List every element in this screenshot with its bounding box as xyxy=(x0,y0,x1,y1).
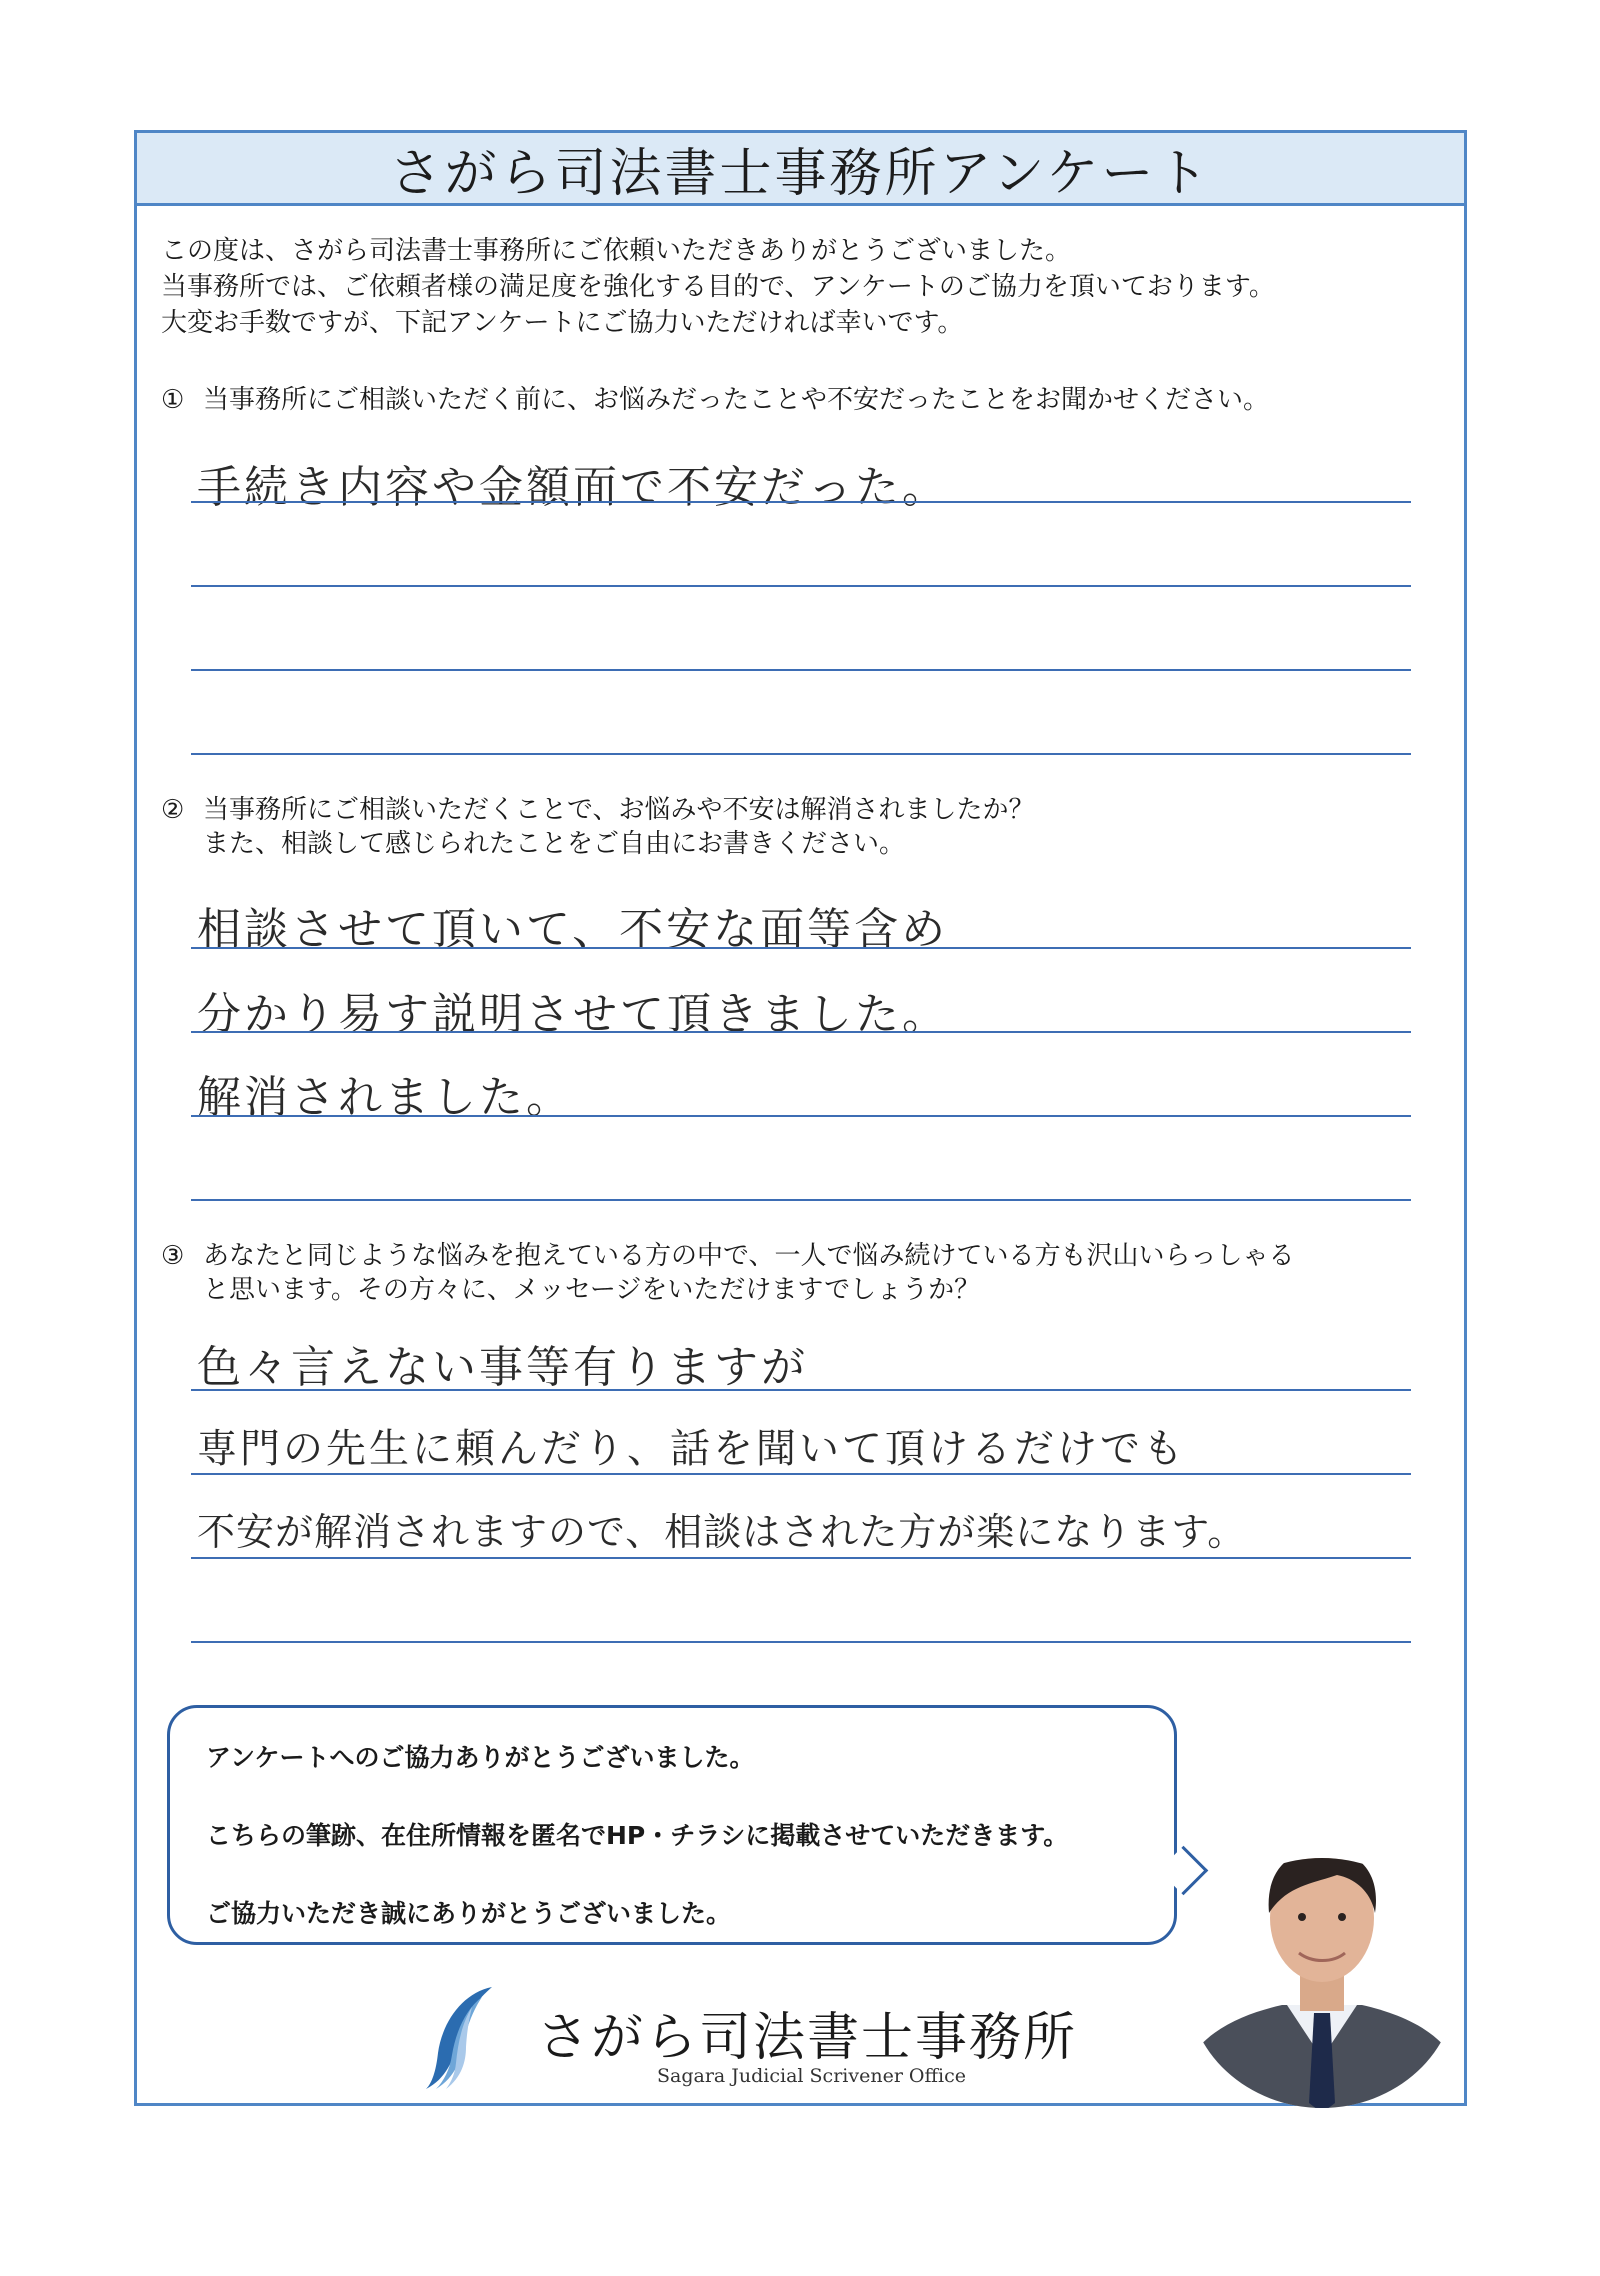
office-logo-icon xyxy=(422,1983,502,2093)
writing-rule xyxy=(191,1199,1411,1201)
office-name-en: Sagara Judicial Scrivener Office xyxy=(657,2065,966,2087)
question-number: ③ xyxy=(161,1241,185,1271)
answer-line: 不安が解消されますので、相談はされた方が楽になります。 xyxy=(197,1510,1247,1554)
writing-rule xyxy=(191,753,1411,755)
question-text: 当事務所にご相談いただく前に、お悩みだったことや不安だったことをお聞かせください。 xyxy=(203,385,1270,415)
answer-line: 手続き内容や金額面で不安だった。 xyxy=(197,462,949,513)
survey-form xyxy=(134,130,1467,2106)
answer-line: 色々言えない事等有りますが xyxy=(197,1342,808,1393)
staff-portrait xyxy=(1187,1813,1457,2113)
question-text: あなたと同じような悩みを抱えている方の中で、一人で悩み続けている方も沢山いらっしゃる xyxy=(203,1241,1295,1271)
writing-rule xyxy=(191,1031,1411,1033)
question-text: と思います。その方々に、メッセージをいただけますでしょうか？ xyxy=(203,1275,981,1305)
question-text: 当事務所にご相談いただくことで、お悩みや不安は解消されましたか？ xyxy=(203,795,1035,825)
writing-rule xyxy=(191,1473,1411,1475)
question-number: ① xyxy=(161,385,185,415)
writing-rule xyxy=(191,1389,1411,1391)
writing-rule xyxy=(191,501,1411,503)
writing-rule xyxy=(191,1557,1411,1559)
intro-line: 大変お手数ですが、下記アンケートにご協力いただければ幸いです。 xyxy=(161,308,964,338)
intro-line: この度は、さがら司法書士事務所にご依頼いただきありがとうございました。 xyxy=(161,236,1072,266)
thanks-line: ご協力いただき誠にありがとうございました。 xyxy=(206,1899,732,1928)
question-text: また、相談して感じられたことをご自由にお書きください。 xyxy=(203,829,906,859)
question-2 xyxy=(161,793,1441,861)
answer-line: 専門の先生に頼んだり、話を聞いて頂けるだけでも xyxy=(197,1426,1186,1472)
question-3 xyxy=(161,1239,1441,1307)
writing-rule xyxy=(191,669,1411,671)
answer-line: 解消されました。 xyxy=(197,1072,573,1123)
writing-rule xyxy=(191,585,1411,587)
answer-line: 相談させて頂いて、不安な面等含め xyxy=(197,904,949,955)
question-1 xyxy=(161,383,1441,417)
question-number: ② xyxy=(161,795,185,825)
writing-rule xyxy=(191,947,1411,949)
office-name: さがら司法書士事務所 xyxy=(537,2008,1078,2068)
thanks-bubble xyxy=(167,1705,1177,1945)
thanks-line: アンケートへのご協力ありがとうございました。 xyxy=(206,1743,755,1772)
writing-rule xyxy=(191,1115,1411,1117)
writing-rule xyxy=(191,1641,1411,1643)
answer-line: 分かり易す説明させて頂きました。 xyxy=(197,989,949,1040)
title-band xyxy=(137,133,1464,206)
intro-line: 当事務所では、ご依頼者様の満足度を強化する目的で、アンケートのご協力を頂いております。 xyxy=(161,272,1275,302)
thanks-line: こちらの筆跡、在住所情報を匿名でHP・チラシに掲載させていただきます。 xyxy=(206,1821,1069,1850)
intro-text xyxy=(161,233,1441,341)
page-title: さがら司法書士事務所アンケート xyxy=(389,143,1212,204)
